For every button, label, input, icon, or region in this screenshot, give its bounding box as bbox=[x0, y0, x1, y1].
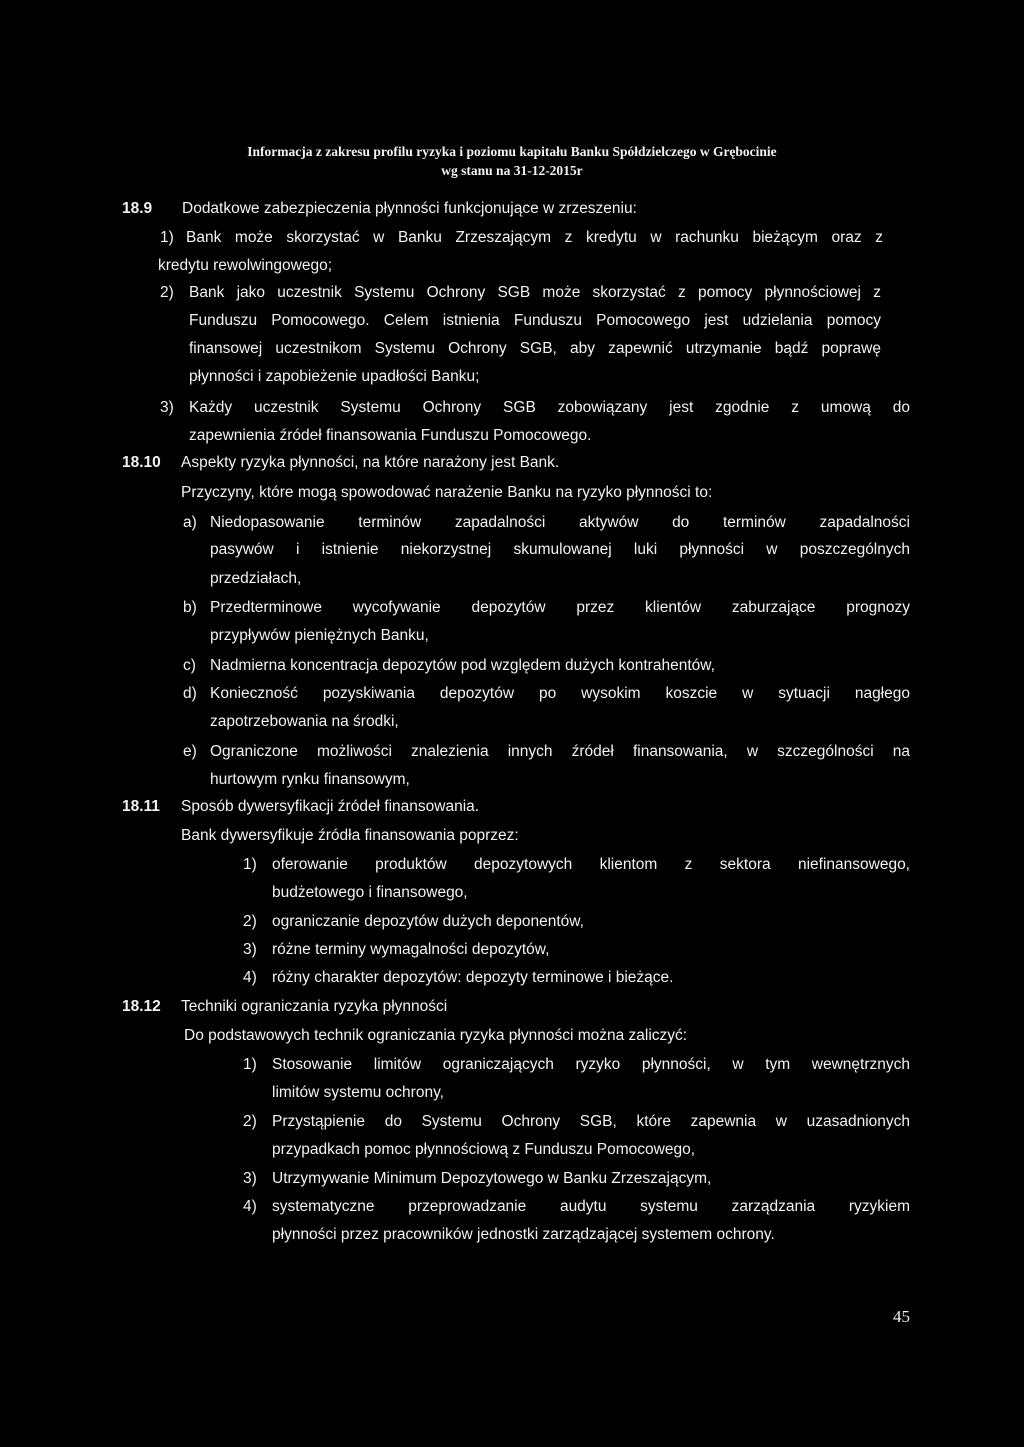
section-18-9-title: Dodatkowe zabezpieczenia płynności funkcjonujące w zrzeszeniu: bbox=[182, 200, 637, 217]
section-18-9-item-3-line-2: zapewnienia źródeł finansowania Funduszu Pomocowego. bbox=[189, 427, 592, 444]
section-18-9-item-2-line-2: Funduszu Pomocowego. Celem istnienia Funduszu Pomocowego jest udzielania pomocy bbox=[189, 312, 881, 329]
section-18-11-item-1-line-1: oferowanie produktów depozytowych klientom z sektora niefinansowego, bbox=[272, 856, 910, 873]
section-18-10-item-a-letter: a) bbox=[183, 514, 197, 531]
section-18-9-number: 18.9 bbox=[122, 200, 153, 217]
section-18-10-item-e-line-2: hurtowym rynku finansowym, bbox=[210, 771, 410, 788]
section-18-11-title: Sposób dywersyfikacji źródeł finansowania. bbox=[181, 798, 480, 815]
section-18-9-item-2-line-3: finansowej uczestnikom Systemu Ochrony SGB, aby zapewnić utrzymanie bądź poprawę bbox=[189, 340, 881, 357]
section-18-10-item-a-line-3: przedziałach, bbox=[210, 570, 302, 587]
section-18-10-item-c-line-1: Nadmierna koncentracja depozytów pod względem dużych kontrahentów, bbox=[210, 657, 715, 674]
section-18-10-item-b-line-2: przypływów pieniężnych Banku, bbox=[210, 627, 429, 644]
section-18-10-item-b-line-1: Przedterminowe wycofywanie depozytów przez klientów zaburzające prognozy bbox=[210, 599, 910, 616]
section-18-12-item-3-number: 3) bbox=[243, 1170, 257, 1187]
header-title: Informacja z zakresu profilu ryzyka i poziomu kapitału Banku Spółdzielczego w Grębocinie bbox=[247, 144, 777, 159]
section-18-12-item-4-number: 4) bbox=[243, 1198, 257, 1215]
header-date: wg stanu na 31-12-2015r bbox=[441, 163, 583, 178]
page-number: 45 bbox=[893, 1307, 910, 1326]
section-18-10-item-e-letter: e) bbox=[183, 743, 197, 760]
section-18-10-number: 18.10 bbox=[122, 454, 161, 471]
section-18-12-item-1-line-2: limitów systemu ochrony, bbox=[272, 1084, 444, 1101]
section-18-10-intro: Przyczyny, które mogą spowodować narażenie Banku na ryzyko płynności to: bbox=[181, 484, 713, 501]
section-18-12-intro: Do podstawowych technik ograniczania ryzyka płynności można zaliczyć: bbox=[184, 1027, 688, 1044]
section-18-11-item-1-line-2: budżetowego i finansowego, bbox=[272, 884, 468, 901]
section-18-9-item-1-number: 1) bbox=[160, 229, 174, 246]
section-18-12-number: 18.12 bbox=[122, 998, 161, 1015]
section-18-10-title: Aspekty ryzyka płynności, na które narażony jest Bank. bbox=[181, 454, 560, 471]
section-18-10-item-a-line-2: pasywów i istnienie niekorzystnej skumulowanej luki płynności w poszczególnych bbox=[210, 541, 910, 558]
section-18-10-item-d-line-2: zapotrzebowania na środki, bbox=[210, 713, 399, 730]
section-18-11-item-4-number: 4) bbox=[243, 969, 257, 986]
section-18-11-item-3-number: 3) bbox=[243, 941, 257, 958]
section-18-12-item-1-line-1: Stosowanie limitów ograniczających ryzyko płynności, w tym wewnętrznych bbox=[272, 1056, 910, 1073]
section-18-12-item-4-line-2: płynności przez pracowników jednostki zarządzającej systemem ochrony. bbox=[272, 1226, 775, 1243]
section-18-10-item-d-letter: d) bbox=[183, 685, 197, 702]
section-18-10-item-e-line-1: Ograniczone możliwości znalezienia innych źródeł finansowania, w szczególności na bbox=[210, 743, 910, 760]
page-header bbox=[0, 142, 1024, 180]
section-18-11-number: 18.11 bbox=[122, 798, 160, 815]
section-18-11-item-4-line-1: różny charakter depozytów: depozyty terminowe i bieżące. bbox=[272, 969, 674, 986]
section-18-12-item-4-line-1: systematyczne przeprowadzanie audytu systemu zarządzania ryzykiem bbox=[272, 1198, 910, 1215]
section-18-12-item-2-line-2: przypadkach pomoc płynnościową z Funduszu Pomocowego, bbox=[272, 1141, 696, 1158]
section-18-9-item-2-line-4: płynności i zapobieżenie upadłości Banku; bbox=[189, 368, 480, 385]
section-18-12-item-2-line-1: Przystąpienie do Systemu Ochrony SGB, które zapewnia w uzasadnionych bbox=[272, 1113, 910, 1130]
section-18-11-item-2-number: 2) bbox=[243, 913, 257, 930]
section-18-9-item-3-line-1: Każdy uczestnik Systemu Ochrony SGB zobowiązany jest zgodnie z umową do bbox=[189, 399, 910, 416]
section-18-11-item-1-number: 1) bbox=[243, 856, 257, 873]
section-18-10-item-d-line-1: Konieczność pozyskiwania depozytów po wysokim koszcie w sytuacji nagłego bbox=[210, 685, 910, 702]
section-18-10-item-b-letter: b) bbox=[183, 599, 197, 616]
section-18-12-item-2-number: 2) bbox=[243, 1113, 257, 1130]
section-18-9-item-3-number: 3) bbox=[160, 399, 174, 416]
section-18-12-item-3-line-1: Utrzymywanie Minimum Depozytowego w Banku Zrzeszającym, bbox=[272, 1170, 712, 1187]
section-18-11-item-2-line-1: ograniczanie depozytów dużych deponentów, bbox=[272, 913, 584, 930]
section-18-11-item-3-line-1: różne terminy wymagalności depozytów, bbox=[272, 941, 550, 958]
section-18-11-intro: Bank dywersyfikuje źródła finansowania poprzez: bbox=[181, 827, 519, 844]
section-18-9-item-2-number: 2) bbox=[160, 284, 174, 301]
section-18-10-item-a-line-1: Niedopasowanie terminów zapadalności aktywów do terminów zapadalności bbox=[210, 514, 910, 531]
section-18-10-item-c-letter: c) bbox=[183, 657, 196, 674]
section-18-9-item-1-line-1: Bank może skorzystać w Banku Zrzeszającym z kredytu w rachunku bieżącym oraz z bbox=[186, 229, 883, 246]
section-18-9-item-1-line-2: kredytu rewolwingowego; bbox=[158, 257, 333, 274]
section-18-12-item-1-number: 1) bbox=[243, 1056, 257, 1073]
section-18-9-item-2-line-1: Bank jako uczestnik Systemu Ochrony SGB może skorzystać z pomocy płynnościowej z bbox=[189, 284, 881, 301]
section-18-12-title: Techniki ograniczania ryzyka płynności bbox=[181, 998, 448, 1015]
